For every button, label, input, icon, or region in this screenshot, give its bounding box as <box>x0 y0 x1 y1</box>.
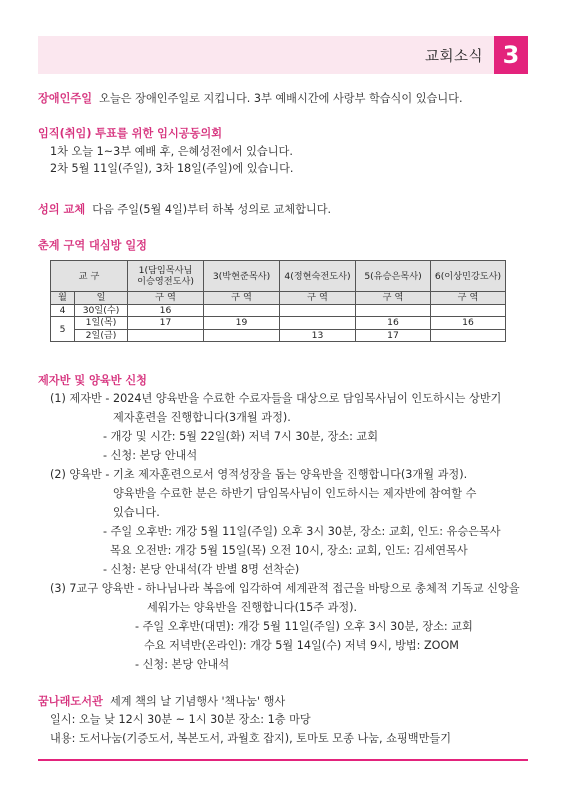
bottom-divider <box>38 759 528 761</box>
page-title: 교회소식 <box>424 49 483 65</box>
pastor-1-header: 1(담임목사님 이승영전도사) <box>128 261 204 292</box>
table-cell <box>128 329 204 342</box>
district-header: 교 구 <box>51 261 128 292</box>
training-line: - 신청: 본당 안내석 <box>103 449 198 462</box>
table-cell <box>204 304 280 317</box>
month-cell: 4 <box>51 304 75 317</box>
training-line: - 주일 오후반: 개강 5월 11일(주일) 오후 3시 30분, 장소: 교회, 인도: 유승은목사 <box>103 525 501 538</box>
library-text: 세계 책의 날 기념행사 '책나눔' 행사 <box>109 695 286 708</box>
election-line-2: 2차 5월 11일(주일), 3차 18일(주일)에 있습니다. <box>50 162 294 175</box>
table-cell: 16 <box>128 304 204 317</box>
table-cell: 16 <box>431 317 506 330</box>
table-cell: 17 <box>356 329 431 342</box>
training-heading: 제자반 및 양육반 신청 <box>38 374 147 387</box>
visitation-schedule-table <box>50 260 506 342</box>
training-line: 목요 오전반: 개강 5월 15일(목) 오전 10시, 장소: 교회, 인도: 김세연목사 <box>110 544 468 557</box>
district-sub-header: 구 역 <box>204 292 280 305</box>
table-row <box>51 317 506 330</box>
page-number: 3 <box>494 36 528 74</box>
library-line-1: 일시: 오늘 낮 12시 30분 ~ 1시 30분 장소: 1층 마당 <box>50 713 311 726</box>
election-heading: 임직(취임) 투표를 위한 임시공동의회 <box>38 127 223 140</box>
training-line: 제자훈련을 진행합니다(3개월 과정). <box>113 411 291 424</box>
day-header: 일 <box>75 292 128 305</box>
training-line: (1) 제자반 - 2024년 양육반을 수료한 수료자들을 대상으로 담임목사님이 인도하시는 상반기 <box>50 392 502 405</box>
district-sub-header: 구 역 <box>128 292 204 305</box>
table-cell: 19 <box>204 317 280 330</box>
day-cell: 30일(수) <box>75 304 128 317</box>
robe-notice <box>38 201 331 218</box>
schedule-heading: 춘계 구역 대심방 일정 <box>38 239 147 252</box>
pastor-6-header: 6(이상민강도사) <box>431 261 506 292</box>
month-header: 월 <box>51 292 75 305</box>
table-cell <box>431 329 506 342</box>
table-cell <box>431 304 506 317</box>
training-line: - 개강 및 시간: 5월 22일(화) 저녁 7시 30분, 장소: 교회 <box>103 430 379 443</box>
table-cell <box>356 304 431 317</box>
library-line-2: 내용: 도서나눔(기증도서, 복본도서, 과월호 잡지), 토마토 모종 나눔, 쇼핑백만들기 <box>50 732 452 745</box>
training-line: (3) 7교구 양육반 - 하나님나라 복음에 입각하여 세계관적 접근을 바탕으로 총체적 기독교 신앙을 <box>50 582 520 595</box>
table-cell <box>204 329 280 342</box>
disabled-sunday-heading: 장애인주일 <box>38 92 93 105</box>
training-line: (2) 양육반 - 기초 제자훈련으로서 영적성장을 돕는 양육반을 진행합니다(3개월 과정). <box>50 468 468 481</box>
table-cell: 16 <box>356 317 431 330</box>
pastor-5-header: 5(유승은목사) <box>356 261 431 292</box>
pastor-4-header: 4(정현숙전도사) <box>280 261 356 292</box>
robe-text: 다음 주일(5월 4일)부터 하복 성의로 교체합니다. <box>92 203 332 216</box>
district-sub-header: 구 역 <box>431 292 506 305</box>
table-cell <box>280 317 356 330</box>
training-line: 세워가는 양육반을 진행합니다(15주 과정). <box>147 601 358 614</box>
training-line: - 주일 오후반(대면): 개강 5월 11일(주일) 오후 3시 30분, 장소: 교회 <box>135 620 473 633</box>
library-heading: 꿈나래도서관 <box>38 695 103 708</box>
training-line: 있습니다. <box>113 506 160 519</box>
training-line: 수요 저녁반(온라인): 개강 5월 14일(수) 저녁 9시, 방법: ZOOM <box>144 639 459 652</box>
month-cell: 5 <box>51 317 75 342</box>
training-line: - 신청: 본당 안내석 <box>135 658 230 671</box>
day-cell: 1일(목) <box>75 317 128 330</box>
library-notice <box>38 693 285 710</box>
disabled-sunday-notice <box>38 90 463 107</box>
pastor-3-header: 3(박현준목사) <box>204 261 280 292</box>
table-row <box>51 304 506 317</box>
disabled-sunday-text: 오늘은 장애인주일로 지킵니다. 3부 예배시간에 사랑부 학습식이 있습니다. <box>99 92 463 105</box>
table-cell <box>280 304 356 317</box>
training-line: 양육반을 수료한 분은 하반기 담임목사님이 인도하시는 제자반에 참여할 수 <box>113 487 477 500</box>
table-cell: 17 <box>128 317 204 330</box>
district-sub-header: 구 역 <box>356 292 431 305</box>
district-sub-header: 구 역 <box>280 292 356 305</box>
table-row <box>51 329 506 342</box>
table-cell: 13 <box>280 329 356 342</box>
training-line: - 신청: 본당 안내석(각 반별 8명 선착순) <box>103 563 300 576</box>
day-cell: 2일(금) <box>75 329 128 342</box>
election-line-1: 1차 오늘 1~3부 예배 후, 은혜성전에서 있습니다. <box>50 145 293 158</box>
robe-heading: 성의 교체 <box>38 203 86 216</box>
